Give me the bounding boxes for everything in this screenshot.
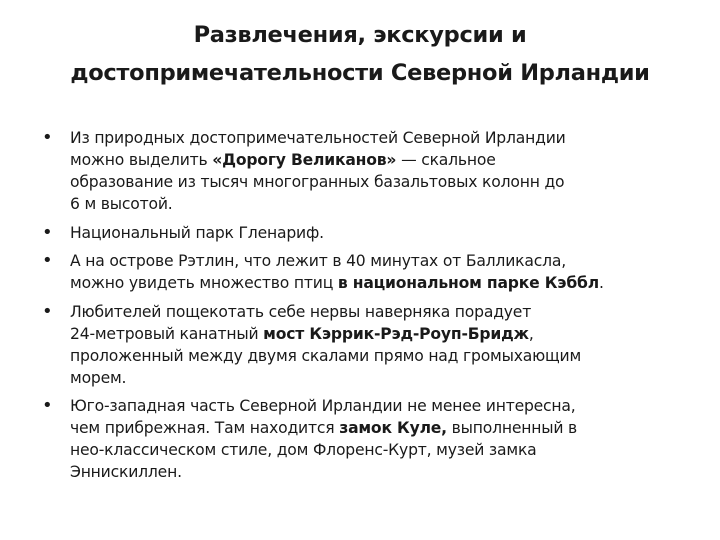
text-run: можно выделить xyxy=(70,151,213,169)
bullet-marker: • xyxy=(42,300,53,322)
bullet-list xyxy=(40,127,680,490)
bullet-line: нео-классическом стиле, дом Флоренс-Курт, музей замка xyxy=(70,441,537,459)
bullet-line: Из природных достопримечательностей Северной Ирландии xyxy=(70,129,566,147)
text-run: 24-метровый канатный xyxy=(70,324,264,343)
bullet-line: образование из тысяч многогранных базальтовых колонн до xyxy=(70,173,565,191)
bold-highlight: «Дорогу Великанов» xyxy=(212,151,397,169)
bullet-marker: • xyxy=(42,127,53,148)
bullet-line: морем. xyxy=(70,368,127,387)
bullet-item-glenariff xyxy=(40,222,680,244)
bullet-line xyxy=(70,149,680,171)
bullet-line: Любителей пощекотать себе нервы наверняка порадует xyxy=(70,302,532,321)
text-run: . xyxy=(598,274,604,292)
bullet-item-rathlin xyxy=(40,250,680,294)
text-run: , xyxy=(528,324,534,343)
bullet-line: проложенный между двумя скалами прямо над громыхающим xyxy=(70,346,582,365)
bullet-line xyxy=(70,417,680,439)
bullet-marker: • xyxy=(42,250,53,271)
bullet-line xyxy=(70,323,680,345)
bullet-item-castle-coole xyxy=(40,395,680,483)
bullet-item-rope-bridge xyxy=(40,301,680,389)
bullet-marker: • xyxy=(42,221,53,243)
title-line-2: достопримечательности Северной Ирландии xyxy=(70,60,650,86)
text-run: выполненный в xyxy=(446,419,578,437)
bullet-line: Национальный парк Гленариф. xyxy=(70,223,324,242)
slide-title xyxy=(40,16,680,92)
text-run: чем прибрежная. Там находится xyxy=(70,419,340,437)
text-run: можно увидеть множество птиц xyxy=(70,274,338,292)
title-line-1: Развлечения, экскурсии и xyxy=(193,22,527,48)
bullet-item-giants-causeway xyxy=(40,127,680,215)
bullet-line: Юго-западная часть Северной Ирландии не менее интересна, xyxy=(70,397,576,415)
bold-highlight: в национальном парке Кэббл xyxy=(337,274,599,292)
text-run: — скальное xyxy=(396,151,496,169)
bullet-marker: • xyxy=(42,395,53,416)
bold-highlight: мост Кэррик-Рэд-Роуп-Бридж xyxy=(263,324,529,343)
bullet-line: 6 м высотой. xyxy=(70,195,173,213)
bullet-line xyxy=(70,272,680,294)
bullet-line: Эннискиллен. xyxy=(70,463,182,481)
bold-highlight: замок Куле, xyxy=(339,419,447,437)
bullet-line: А на острове Рэтлин, что лежит в 40 минутах от Балликасла, xyxy=(70,252,566,270)
